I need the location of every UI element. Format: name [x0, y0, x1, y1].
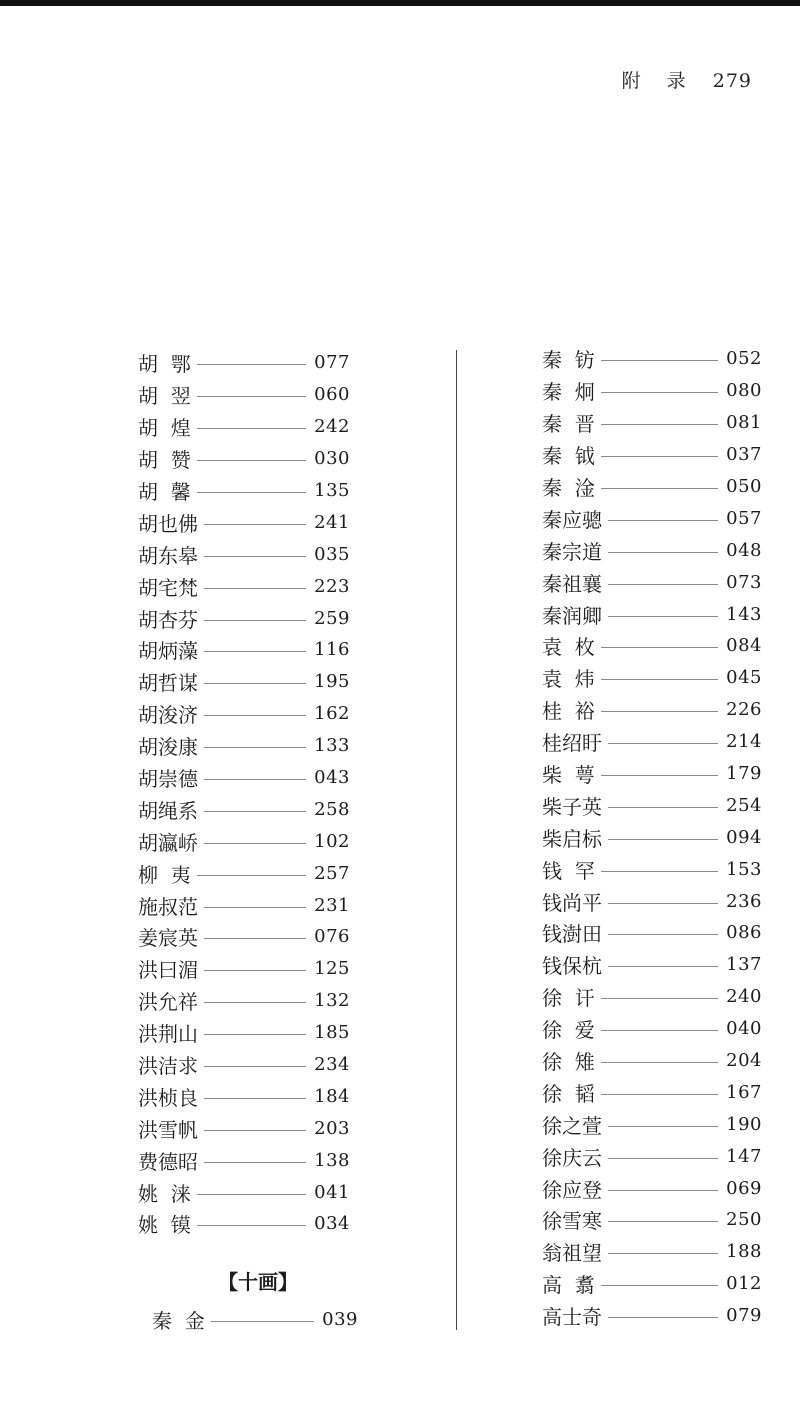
entry-name: 姚 涞 — [138, 1181, 191, 1206]
index-entry — [542, 1172, 762, 1204]
index-entry — [542, 407, 762, 439]
index-entry — [138, 793, 350, 825]
index-entry — [152, 1303, 358, 1335]
leader-line — [608, 1221, 718, 1222]
leader-line — [608, 839, 718, 840]
entry-page: 195 — [314, 671, 350, 693]
entry-name: 胡 赞 — [138, 448, 191, 473]
entry-name: 徐 韬 — [542, 1081, 595, 1106]
entry-page: 045 — [726, 667, 762, 689]
entry-name: 施叔范 — [138, 894, 198, 919]
entry-page: 231 — [314, 894, 350, 916]
index-entry — [138, 634, 350, 666]
entry-page: 069 — [726, 1177, 762, 1199]
index-entry — [542, 1300, 762, 1332]
leader-line — [204, 779, 306, 780]
index-entry — [138, 1017, 350, 1049]
entry-name: 胡也佛 — [138, 511, 198, 536]
entry-page: 050 — [726, 476, 762, 497]
running-head-title: 附 录 — [621, 70, 696, 92]
entry-name: 胡浚济 — [138, 703, 198, 728]
entry-page: 084 — [726, 635, 762, 657]
entry-name: 钱尚平 — [542, 890, 602, 915]
leader-line — [204, 683, 306, 684]
index-column-right — [542, 343, 762, 1332]
index-entry — [542, 917, 762, 949]
entry-page: 079 — [726, 1305, 762, 1327]
entry-page: 116 — [314, 639, 350, 661]
leader-line — [211, 1321, 314, 1322]
entry-page: 223 — [314, 575, 350, 597]
entry-name: 柳 夷 — [138, 862, 191, 887]
index-entry — [542, 471, 762, 503]
entry-page: 077 — [314, 352, 350, 374]
leader-line — [608, 934, 718, 935]
index-section-entries — [152, 1303, 358, 1335]
leader-line — [608, 1317, 718, 1318]
index-entry — [138, 411, 350, 443]
entry-page: 137 — [726, 954, 762, 976]
section-heading: 【十画】 — [218, 1270, 298, 1294]
index-entry — [138, 538, 350, 570]
leader-line — [601, 998, 718, 999]
leader-line — [204, 715, 306, 716]
index-entry — [138, 1080, 350, 1112]
entry-name: 胡东皋 — [138, 543, 198, 568]
entry-name: 姚 镆 — [138, 1213, 191, 1238]
leader-line — [197, 1194, 306, 1195]
entry-name: 桂 裕 — [542, 699, 595, 724]
index-entry — [138, 379, 350, 411]
entry-name: 高 翥 — [542, 1273, 595, 1298]
entry-page: 094 — [726, 826, 762, 848]
index-entry — [542, 1013, 762, 1045]
index-entry — [138, 730, 350, 762]
entry-page: 241 — [314, 511, 350, 533]
entry-page: 012 — [726, 1273, 762, 1295]
entry-name: 洪曰湄 — [138, 958, 198, 983]
entry-name: 洪桢良 — [138, 1085, 198, 1110]
entry-name: 胡杏芬 — [138, 607, 198, 632]
index-entry — [542, 694, 762, 726]
leader-line — [204, 1066, 306, 1067]
entry-page: 135 — [314, 480, 350, 501]
entry-name: 胡 翌 — [138, 384, 191, 409]
index-entry — [542, 630, 762, 662]
leader-line — [601, 1062, 718, 1063]
entry-page: 184 — [314, 1085, 350, 1107]
leader-line — [601, 871, 718, 872]
entry-name: 秦宗道 — [542, 539, 602, 564]
entry-page: 080 — [726, 380, 762, 402]
entry-page: 234 — [314, 1054, 350, 1076]
leader-line — [601, 711, 718, 712]
entry-page: 048 — [726, 539, 762, 561]
index-entry — [542, 534, 762, 566]
leader-line — [608, 743, 718, 744]
leader-line — [601, 1285, 718, 1286]
index-entry — [542, 1076, 762, 1108]
entry-page: 250 — [726, 1209, 762, 1231]
index-entry — [542, 789, 762, 821]
entry-name: 钱保杭 — [542, 954, 602, 979]
entry-name: 钱澍田 — [542, 922, 602, 947]
entry-page: 081 — [726, 412, 762, 434]
leader-line — [204, 524, 306, 525]
entry-page: 190 — [726, 1113, 762, 1135]
entry-name: 洪雪帆 — [138, 1117, 198, 1142]
leader-line — [608, 903, 718, 904]
leader-line — [204, 1034, 306, 1035]
leader-line — [204, 620, 306, 621]
entry-name: 秦祖襄 — [542, 571, 602, 596]
entry-page: 035 — [314, 543, 350, 565]
entry-page: 259 — [314, 607, 350, 629]
index-entry — [542, 758, 762, 790]
leader-line — [601, 647, 718, 648]
entry-page: 188 — [726, 1241, 762, 1263]
index-entry — [138, 698, 350, 730]
leader-line — [608, 807, 718, 808]
entry-name: 徐 爱 — [542, 1018, 595, 1043]
leader-line — [204, 907, 306, 908]
leader-line — [608, 552, 718, 553]
index-entry — [138, 347, 350, 379]
entry-page: 203 — [314, 1117, 350, 1139]
index-entry — [138, 1049, 350, 1081]
leader-line — [601, 392, 718, 393]
leader-line — [601, 488, 718, 489]
entry-page: 236 — [726, 890, 762, 912]
index-entry — [542, 1236, 762, 1268]
entry-name: 秦 钺 — [542, 444, 595, 469]
entry-name: 徐庆云 — [542, 1145, 602, 1170]
leader-line — [197, 460, 306, 461]
leader-line — [608, 616, 718, 617]
entry-name: 桂绍盱 — [542, 731, 602, 756]
index-entry — [138, 443, 350, 475]
entry-name: 徐雪寒 — [542, 1209, 602, 1234]
entry-page: 060 — [314, 384, 350, 406]
entry-page: 040 — [726, 1018, 762, 1040]
entry-name: 柴 萼 — [542, 763, 595, 788]
entry-name: 袁 炜 — [542, 667, 595, 692]
index-entry — [542, 821, 762, 853]
entry-page: 242 — [314, 416, 350, 438]
entry-name: 钱 罕 — [542, 858, 595, 883]
index-entry — [542, 885, 762, 917]
leader-line — [197, 428, 306, 429]
entry-name: 柴子英 — [542, 794, 602, 819]
index-entry — [138, 889, 350, 921]
index-entry — [138, 953, 350, 985]
entry-page: 179 — [726, 763, 762, 785]
leader-line — [204, 1130, 306, 1131]
index-entry — [138, 602, 350, 634]
entry-page: 034 — [314, 1213, 350, 1235]
entry-name: 柴启标 — [542, 826, 602, 851]
entry-page: 125 — [314, 958, 350, 980]
entry-page: 073 — [726, 571, 762, 593]
leader-line — [197, 875, 306, 876]
index-entry — [542, 375, 762, 407]
index-entry — [542, 1140, 762, 1172]
entry-name: 胡 馨 — [138, 480, 191, 504]
index-entry — [138, 1144, 350, 1176]
entry-name: 秦 钫 — [542, 348, 595, 373]
leader-line — [204, 588, 306, 589]
index-entry — [542, 853, 762, 885]
index-entry — [542, 1268, 762, 1300]
entry-page: 143 — [726, 603, 762, 625]
entry-page: 185 — [314, 1022, 350, 1044]
entry-name: 洪洁求 — [138, 1054, 198, 1079]
index-entry — [542, 598, 762, 630]
entry-page: 086 — [726, 922, 762, 944]
leader-line — [601, 424, 718, 425]
index-entry — [138, 857, 350, 889]
entry-page: 257 — [314, 862, 350, 884]
entry-name: 徐应登 — [542, 1177, 602, 1202]
entry-page: 039 — [322, 1308, 358, 1330]
entry-page: 153 — [726, 858, 762, 880]
entry-page: 133 — [314, 735, 350, 757]
index-entry — [542, 662, 762, 694]
page-number: 279 — [712, 70, 752, 92]
entry-name: 高士奇 — [542, 1305, 602, 1330]
entry-page: 240 — [726, 986, 762, 1008]
index-entry — [138, 666, 350, 698]
leader-line — [608, 966, 718, 967]
leader-line — [204, 1002, 306, 1003]
index-entry — [138, 762, 350, 794]
entry-page: 132 — [314, 990, 350, 1012]
entry-name: 胡绳系 — [138, 798, 198, 823]
index-entry — [542, 1108, 762, 1140]
leader-line — [204, 1098, 306, 1099]
entry-page: 258 — [314, 798, 350, 820]
index-entry — [542, 1045, 762, 1077]
index-entry — [138, 570, 350, 602]
leader-line — [204, 843, 306, 844]
entry-name: 洪荆山 — [138, 1022, 198, 1047]
leader-line — [204, 747, 306, 748]
index-entry — [542, 1204, 762, 1236]
index-column-left — [138, 347, 350, 1240]
entry-name: 胡 鄂 — [138, 352, 191, 377]
leader-line — [601, 679, 718, 680]
leader-line — [204, 970, 306, 971]
entry-name: 徐之萱 — [542, 1113, 602, 1138]
leader-line — [608, 1190, 718, 1191]
scan-top-edge — [0, 0, 800, 6]
index-entry — [542, 981, 762, 1013]
column-divider — [456, 350, 457, 1330]
entry-page: 226 — [726, 699, 762, 721]
index-entry — [542, 343, 762, 375]
index-entry — [138, 1176, 350, 1208]
leader-line — [601, 456, 718, 457]
leader-line — [608, 520, 718, 521]
entry-page: 052 — [726, 348, 762, 370]
entry-page: 162 — [314, 703, 350, 725]
leader-line — [608, 1253, 718, 1254]
leader-line — [608, 1126, 718, 1127]
leader-line — [204, 938, 306, 939]
entry-name: 洪允祥 — [138, 990, 198, 1015]
index-entry — [138, 475, 350, 507]
leader-line — [608, 584, 718, 585]
entry-page: 030 — [314, 448, 350, 470]
entry-name: 胡崇德 — [138, 767, 198, 792]
entry-name: 胡哲谋 — [138, 671, 198, 696]
entry-name: 徐 雉 — [542, 1050, 595, 1075]
entry-name: 秦 淦 — [542, 476, 595, 500]
entry-page: 214 — [726, 731, 762, 753]
index-entry — [542, 726, 762, 758]
entry-name: 胡宅梵 — [138, 575, 198, 600]
index-entry — [542, 502, 762, 534]
entry-name: 胡瀛峤 — [138, 830, 198, 855]
entry-name: 胡浚康 — [138, 735, 198, 760]
index-entry — [542, 949, 762, 981]
index-entry — [138, 1112, 350, 1144]
index-entry — [138, 1208, 350, 1240]
entry-name: 秦应骢 — [542, 507, 602, 532]
entry-page: 254 — [726, 794, 762, 816]
leader-line — [601, 1094, 718, 1095]
entry-page: 043 — [314, 767, 350, 789]
entry-page: 138 — [314, 1149, 350, 1171]
entry-page: 037 — [726, 444, 762, 466]
entry-name: 徐 讦 — [542, 986, 595, 1011]
entry-name: 秦 晋 — [542, 412, 595, 437]
entry-name: 袁 枚 — [542, 635, 595, 660]
leader-line — [601, 360, 718, 361]
index-entry — [138, 825, 350, 857]
entry-page: 147 — [726, 1145, 762, 1167]
index-entry — [138, 985, 350, 1017]
leader-line — [204, 811, 306, 812]
entry-page: 167 — [726, 1081, 762, 1103]
leader-line — [204, 651, 306, 652]
entry-page: 057 — [726, 507, 762, 529]
index-entry — [138, 506, 350, 538]
leader-line — [197, 1225, 306, 1226]
entry-name: 秦润卿 — [542, 603, 602, 628]
index-entry — [542, 566, 762, 598]
entry-name: 费德昭 — [138, 1149, 198, 1174]
entry-page: 076 — [314, 926, 350, 948]
leader-line — [204, 556, 306, 557]
leader-line — [601, 775, 718, 776]
leader-line — [197, 396, 306, 397]
entry-name: 胡炳藻 — [138, 639, 198, 664]
entry-name: 秦 金 — [152, 1308, 205, 1333]
leader-line — [197, 492, 306, 493]
entry-page: 102 — [314, 830, 350, 852]
entry-name: 秦 炯 — [542, 380, 595, 405]
entry-name: 翁祖望 — [542, 1241, 602, 1266]
leader-line — [204, 1162, 306, 1163]
entry-page: 041 — [314, 1181, 350, 1203]
entry-name: 胡 煌 — [138, 416, 191, 441]
index-entry — [138, 921, 350, 953]
index-entry — [542, 439, 762, 471]
entry-page: 204 — [726, 1050, 762, 1072]
leader-line — [608, 1158, 718, 1159]
leader-line — [197, 364, 306, 365]
leader-line — [601, 1030, 718, 1031]
entry-name: 姜宸英 — [138, 926, 198, 951]
running-head — [622, 66, 752, 93]
